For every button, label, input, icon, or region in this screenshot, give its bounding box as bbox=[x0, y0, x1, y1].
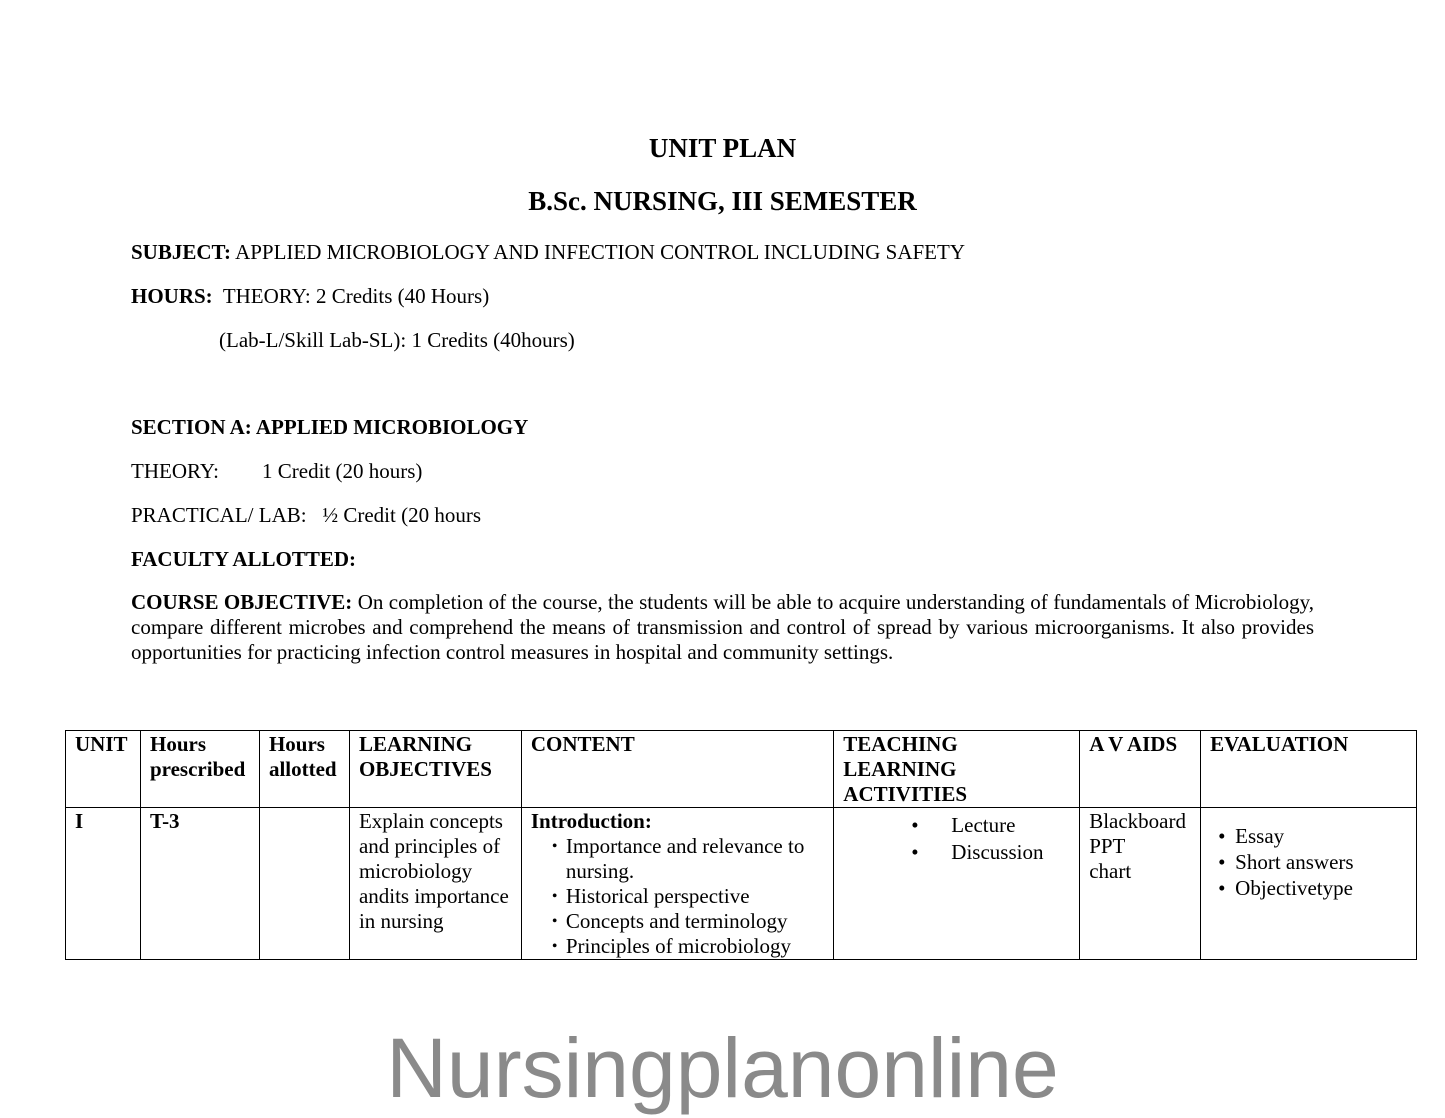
header-hours-allotted: Hours allotted bbox=[259, 731, 349, 808]
header-hours-prescribed: Hours prescribed bbox=[140, 731, 259, 808]
subject-line bbox=[131, 240, 965, 265]
objective-text: On completion of the course, the students will be able to acquire understanding of fundamentals of Microbiology, compare different microbes and comprehend the means of transmission and control of spread by various microorganisms. It also provides opportunities for practicing infection control measures in hospital and community settings. bbox=[131, 590, 1314, 664]
cell-evaluation bbox=[1201, 808, 1417, 960]
content-title: Introduction: bbox=[530, 809, 652, 833]
watermark-text: Nursingplanonline bbox=[386, 1021, 1059, 1115]
hours-line bbox=[131, 284, 489, 309]
theory-label: THEORY: bbox=[131, 459, 219, 483]
cell-hours-prescribed: T-3 bbox=[140, 808, 259, 960]
header-learning-objectives: LEARNING OBJECTIVES bbox=[349, 731, 521, 808]
section-a-heading: SECTION A: APPLIED MICROBIOLOGY bbox=[131, 415, 529, 439]
av-aid-item: chart bbox=[1089, 859, 1132, 883]
cell-teaching-activities bbox=[834, 808, 1080, 960]
cell-av-aids bbox=[1080, 808, 1201, 960]
theory-value: 1 Credit (20 hours) bbox=[262, 459, 423, 483]
header-teaching-activities: TEACHING LEARNING ACTIVITIES bbox=[834, 731, 1080, 808]
evaluation-list bbox=[1210, 823, 1407, 901]
av-aid-item: Blackboard bbox=[1089, 809, 1186, 833]
hours-theory: THEORY: 2 Credits (40 Hours) bbox=[222, 284, 490, 308]
course-objective bbox=[131, 590, 1314, 665]
activities-list bbox=[843, 812, 1070, 866]
header-unit: UNIT bbox=[66, 731, 141, 808]
list-item: • Importance and relevance to nursing. bbox=[552, 834, 824, 884]
subject-label: SUBJECT: bbox=[131, 240, 231, 264]
list-item: • Principles of microbiology bbox=[552, 934, 824, 959]
content-list bbox=[531, 834, 824, 959]
table-row bbox=[66, 808, 1417, 960]
cell-hours-allotted bbox=[259, 808, 349, 960]
header-content: CONTENT bbox=[521, 731, 833, 808]
list-item: • Essay bbox=[1218, 823, 1407, 849]
hours-label: HOURS: bbox=[131, 284, 213, 308]
list-item: • Short answers bbox=[1218, 849, 1407, 875]
cell-content bbox=[521, 808, 833, 960]
theory-line bbox=[131, 459, 531, 484]
list-item: • Objectivetype bbox=[1218, 875, 1407, 901]
header-av-aids: A V AIDS bbox=[1080, 731, 1201, 808]
list-item: • Lecture bbox=[911, 812, 1070, 839]
av-aid-item: PPT bbox=[1089, 834, 1126, 858]
list-item: • Concepts and terminology bbox=[552, 909, 824, 934]
table-header-row bbox=[66, 731, 1417, 808]
practical-line: PRACTICAL/ LAB: ½ Credit (20 hours bbox=[131, 503, 481, 527]
unit-plan-table bbox=[65, 730, 1417, 960]
subject-value: APPLIED MICROBIOLOGY AND INFECTION CONTROL INCLUDING SAFETY bbox=[235, 240, 965, 264]
cell-unit: I bbox=[66, 808, 141, 960]
page-title: UNIT PLAN bbox=[648, 133, 797, 163]
cell-learning-objective: Explain concepts and principles of microbiology andits importance in nursing bbox=[349, 808, 521, 960]
page-subtitle: B.Sc. NURSING, III SEMESTER bbox=[528, 186, 917, 216]
faculty-allotted: FACULTY ALLOTTED: bbox=[131, 547, 357, 571]
objective-label: COURSE OBJECTIVE: bbox=[131, 590, 353, 614]
hours-lab: (Lab-L/Skill Lab-SL): 1 Credits (40hours) bbox=[219, 328, 575, 352]
list-item: • Discussion bbox=[911, 839, 1070, 866]
header-evaluation: EVALUATION bbox=[1201, 731, 1417, 808]
list-item: • Historical perspective bbox=[552, 884, 824, 909]
